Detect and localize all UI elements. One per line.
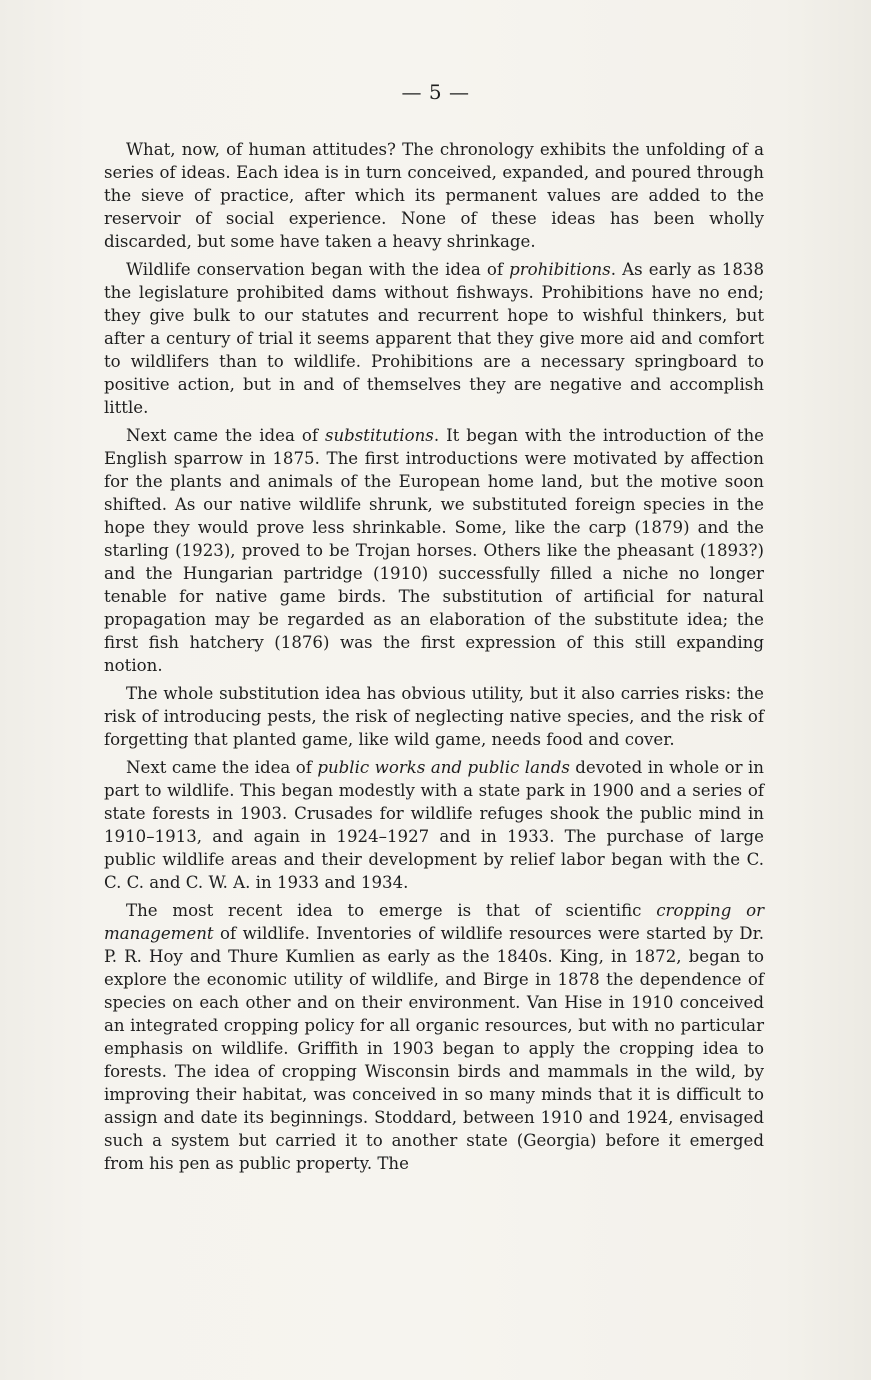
italic-term: substitutions bbox=[324, 426, 434, 445]
italic-term: public works and public lands bbox=[317, 758, 570, 777]
paragraph-substitutions: Next came the idea of substitutions. It began with the introduction of the English sparrow in 1875. The first introductions were motivated by affection for the plants and animals of the European home land, but the motive soon shifted. As our native wildlife shrunk, we substituted foreign species in the hope they would prove less shrinkable. Some, like the carp (1879) and the starling (1923), proved to be Trojan horses. Others like the pheasant (1893?) and the Hungarian partridge (1910) successfully filled a niche no longer tenable for native game birds. The substitution of artificial for natural propagation may be regarded as an elaboration of the substitute idea; the first fish hatchery (1876) was the first expression of this still expanding notion. bbox=[104, 426, 764, 675]
page-number: — 5 — bbox=[401, 80, 470, 104]
paragraph-substitution-risks: The whole substitution idea has obvious utility, but it also carries risks: the risk of introducing pests, the risk of neglecting native species, and the risk of forgetting that planted game, like wild game, needs food and cover. bbox=[104, 684, 764, 749]
paragraph-prohibitions: Wildlife conservation began with the idea of prohibitions. As early as 1838 the legislature prohibited dams without fishways. Prohibitions have no end; they give bulk to our statutes and recurrent hope to wishful thinkers, but after a century of trial it seems apparent that they give more aid and comfort to wildlifers than to wildlife. Prohibitions are a necessary springboard to positive action, but in and of themselves they are negative and accomplish little. bbox=[104, 260, 765, 417]
paragraph-public-works: Next came the idea of public works and public lands devoted in whole or in part to wildlife. This began modestly with a state park in 1900 and a series of state forests in 1903. Crusades for wildlife refuges shook the public mind in 1910–1913, and again in 1924–1927 and in 1933. The purchase of large public wildlife areas and their development by relief labor began with the C. C. C. and C. W. A. in 1933 and 1934. bbox=[104, 758, 764, 892]
paragraph-human-attitudes: What, now, of human attitudes? The chronology exhibits the unfolding of a series of ideas. Each idea is in turn conceived, expanded, and poured through the sieve of practice, after which its permanent values are added to the reservoir of social experience. None of these ideas has been wholly discarded, but some have taken a heavy shrinkage. bbox=[104, 140, 764, 251]
paragraph-cropping-management: The most recent idea to emerge is that of scientific cropping or management of wildlife. Inventories of wildlife resources were started by Dr. P. R. Hoy and Thure Kumlien as early as the 1840s. King, in 1872, began to explore the economic utility of wildlife, and Birge in 1878 the dependence of species on each other and on their environment. Van Hise in 1910 conceived an integrated cropping policy for all organic resources, but with no particular emphasis on wildlife. Griffith in 1903 began to apply the cropping idea to forests. The idea of cropping Wisconsin birds and mammals in the wild, by improving their habitat, was conceived in so many minds that it is difficult to assign and date its beginnings. Stoddard, between 1910 and 1924, envisaged such a system but carried it to another state (Georgia) before it emerged from his pen as public property. The bbox=[104, 901, 764, 1173]
body-text bbox=[104, 138, 764, 1180]
italic-term: cropping or management bbox=[104, 901, 764, 943]
italic-term: prohibitions bbox=[509, 260, 611, 279]
